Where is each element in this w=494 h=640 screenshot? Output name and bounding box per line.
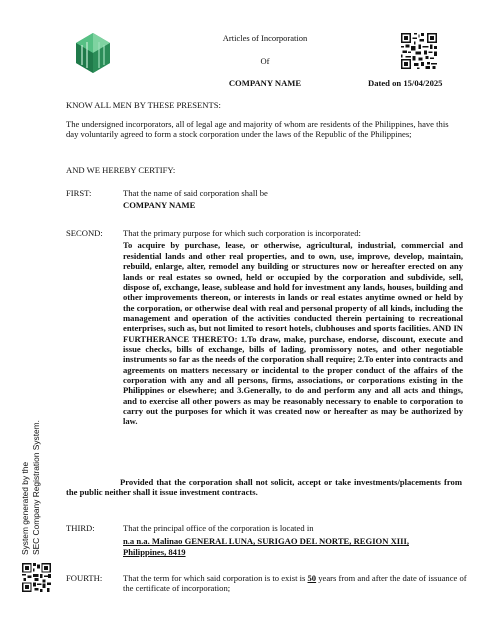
office-address-line1: n.a n.a. Malinao GENERAL LUNA, SURIGAO DEL NORTE, REGION XIII, <box>123 536 409 547</box>
side-qr-code-icon <box>22 563 51 592</box>
article-fourth-label: FOURTH: <box>66 573 103 583</box>
article-second-text: That the primary purpose for which such corporation is incorporated: <box>123 228 361 238</box>
article-fourth-text-before: That the term for which said corporation is to exist is <box>123 573 308 583</box>
document-title-of: Of <box>260 56 270 66</box>
article-third <box>123 523 463 557</box>
article-second-label: SECOND: <box>66 228 103 238</box>
system-generated-note <box>20 420 43 555</box>
article-second <box>123 228 463 427</box>
office-address-line2: Philippines, 8419 <box>123 546 186 557</box>
article-first <box>123 188 463 211</box>
qr-code-icon <box>401 33 437 69</box>
system-generated-line1: System generated by the <box>20 461 30 555</box>
intro-paragraph: The undersigned incorporators, all of legal age and majority of whom are residents of the Philippines, have this day voluntarily agreed to form a stock corporation under the laws of the Republic of the Philippines; <box>66 119 449 140</box>
corporate-term-years: 50 <box>307 573 317 583</box>
article-first-text: That the name of said corporation shall be <box>123 188 268 198</box>
provided-clause <box>66 477 462 498</box>
article-first-label: FIRST: <box>66 188 92 198</box>
corporation-name-value: COMPANY NAME <box>123 200 196 211</box>
primary-purpose-text: To acquire by purchase, lease, or otherwise, agricultural, industrial, commercial and residential lands and other real properties, and to own, use, improve, develop, maintain, rebuild, enlarge, alter, remodel any building or structures now or hereafter erected on any lands or real estates so owned, held or occupied by the corporation and subdivide, sell, dispose of, exchange, lease, sublease and hold for investment any lands, houses, building and other improvements thereon, or interests in lands or real estates anytime owned or held by the corporation, or otherwise deal with real and personal property of all kinds, including the management and operation of the activities conducted therein pertaining to recreational enterprises, such as, but not limited to resort hotels, clubhouses and sports facilities. AND IN FURTHERANCE THERETO: 1.To draw, make, purchase, endorse, discount, execute and issue checks, bills of exchange, bills of lading, promissory notes, and other negotiable instruments so far as the needs of the corporation shall require; 2.To enter into contracts and agreements on matters necessary or incidental to the proper conduct of the affairs of the corporation with any and all persons, firms, associations, or corporations existing in the Philippines or elsewhere; and 3.Generally, to do and perform any and all acts and things, and to exercise all other powers as may be reasonably necessary to enable to corporation to carry out the purposes for which it was created now or hereafter as may be authorized by law. <box>123 240 463 427</box>
document-date: Dated on 15/04/2025 <box>368 78 443 88</box>
certify-line: AND WE HEREBY CERTIFY: <box>66 165 176 175</box>
company-name-heading: COMPANY NAME <box>228 78 302 88</box>
provided-clause-text: Provided that the corporation shall not solicit, accept or take investments/placements from the public neither shall it issue investment contracts. <box>66 477 462 498</box>
article-third-text: That the principal office of the corporation is located in <box>123 523 314 533</box>
article-fourth <box>123 573 473 594</box>
article-third-label: THIRD: <box>66 523 95 533</box>
article-fourth-text-after: years from and after the date of issuance of the certificate of incorporation; <box>123 573 467 594</box>
know-all-men-line: KNOW ALL MEN BY THESE PRESENTS: <box>66 100 221 110</box>
system-generated-line2: SEC Company Registration System. <box>31 420 42 555</box>
company-logo-icon <box>76 33 110 73</box>
document-title: Articles of Incorporation <box>222 33 308 43</box>
